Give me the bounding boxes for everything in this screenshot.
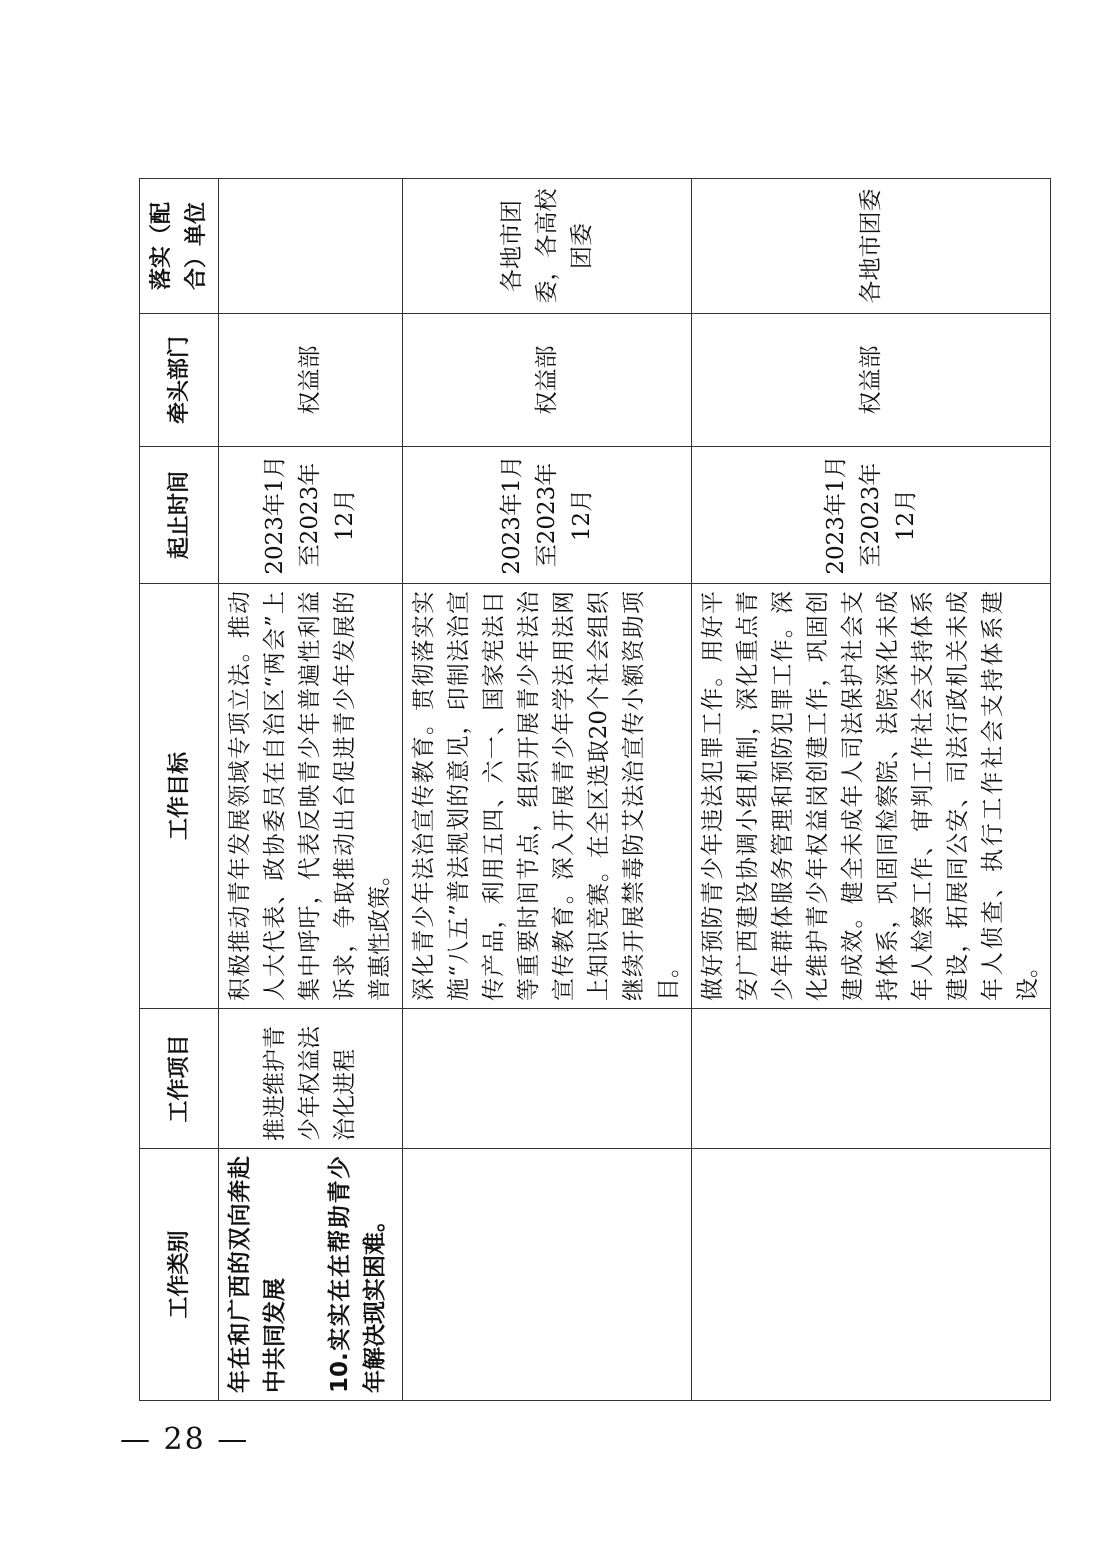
partner-cell: 各地市团委，各高校团委 [403,179,692,314]
header-target: 工作目标 [140,584,219,1009]
project-cell-empty [692,1009,1051,1149]
header-partner: 落实（配合）单位 [140,179,219,314]
project-text: 推进维护青少年权益法治化进程 [262,1026,358,1141]
table-row [692,179,1051,1401]
table-row [219,179,403,1401]
project-cell [219,1009,403,1149]
rotated-table-wrapper [139,179,1041,1401]
period-cell: 2023年1月至2023年12月 [692,447,1051,584]
target-cell: 深化青少年法治宣传教育。贯彻落实实施“八五”普法规划的意见，印制法治宣传产品，利用五四、六一、国家宪法日等重要时间节点，组织开展青少年法治宣传教育。深入开展青少年学法用法网上知识竞赛。在全区选取20个社会组织继续开展禁毒防艾法治宣传小额资助项目。 [403,584,692,1009]
target-cell: 积极推动青年发展领域专项立法。推动人大代表、政协委员在自治区“两会”上集中呼吁，代表反映青少年普遍性利益诉求，争取推动出台促进青少年发展的普惠性政策。 [219,584,403,1009]
category-cell-empty [403,1149,692,1401]
lead-cell: 权益部 [219,314,403,447]
partner-cell: 各地市团委 [692,179,1051,314]
page-number: — 28 — [120,1422,250,1457]
lead-cell: 权益部 [403,314,692,447]
lead-cell: 权益部 [692,314,1051,447]
target-cell: 做好预防青少年违法犯罪工作。用好平安广西建设协调小组机制，深化重点青少年群体服务管理和预防犯罪工作。深化维护青少年权益岗创建工作，巩固创建成效。健全未成年人司法保护社会支持体系，巩固同检察院、法院深化未成年人检察工作、审判工作社会支持体系建设，拓展同公安、司法行政机关未成年人侦查、执行工作社会支持体系建设。 [692,584,1051,1009]
period-cell: 2023年1月至2023年12月 [403,447,692,584]
header-category: 工作类别 [140,1149,219,1401]
subcategory-text: 10.实实在在帮助青少年解决现实困难。 [327,1156,388,1393]
work-plan-table [139,178,1051,1401]
project-cell-empty [403,1009,692,1149]
category-cell-empty [692,1149,1051,1401]
partner-cell [219,179,403,314]
period-cell: 2023年1月至2023年12月 [219,447,403,584]
header-period: 起止时间 [140,447,219,584]
category-cell [219,1149,403,1401]
header-lead: 牵头部门 [140,314,219,447]
category-text: 年在和广西的双向奔赴中共同发展 [227,1156,288,1393]
header-row [140,179,219,1401]
table-row [403,179,692,1401]
header-project: 工作项目 [140,1009,219,1149]
